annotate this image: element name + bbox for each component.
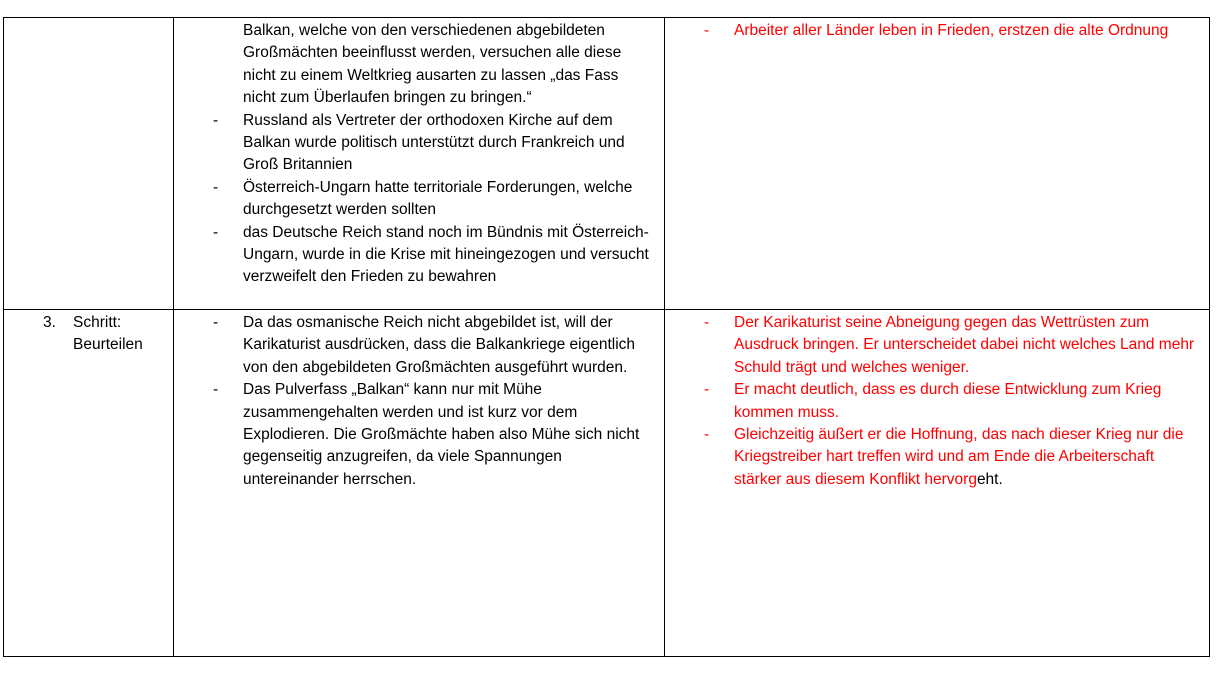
document-table: [3, 17, 1210, 657]
bullet-dash: -: [213, 178, 219, 196]
notes-cell: [665, 310, 1210, 657]
list-item-tail: eht.: [976, 470, 1003, 488]
list-item: [174, 222, 664, 289]
bullet-dash: -: [704, 22, 710, 39]
step-cell: [4, 310, 174, 657]
step-cell: [4, 18, 174, 310]
step-text: Schritt: Beurteilen: [73, 314, 143, 354]
table-row: [4, 310, 1210, 657]
bullet-dash: -: [213, 223, 219, 241]
list-item-text: Russland als Vertreter der orthodoxen Kirche auf dem Balkan wurde politisch unterstützt durch Frankreich und Groß Britannien: [243, 111, 625, 174]
list-item-text: Das Pulverfass „Balkan“ kann nur mit Mühe zusammengehalten werden und ist kurz vor dem Explodieren. Die Großmächte haben also Mühe sich nicht gegenseitig anzugreifen, da viele Spannungen untereinander herrschen.: [243, 381, 640, 488]
list-item-text: Er macht deutlich, dass es durch diese Entwicklung zum Krieg kommen muss.: [734, 381, 1162, 421]
bullet-dash: -: [704, 381, 710, 399]
analysis-list: [174, 20, 664, 289]
list-item: [174, 20, 664, 110]
notes-list: [665, 20, 1209, 42]
notes-list: [665, 312, 1209, 491]
list-item: [665, 312, 1209, 379]
list-item-text: Der Karikaturist seine Abneigung gegen das Wettrüsten zum Ausdruck bringen. Er unterscheidet dabei nicht welches Land mehr Schuld trägt und welches weniger.: [734, 314, 1195, 376]
list-item: [174, 177, 664, 222]
bullet-dash: -: [704, 314, 710, 331]
bullet-dash: -: [704, 426, 710, 444]
analysis-cell: [174, 310, 665, 657]
list-item-text: Gleichzeitig äußert er die Hoffnung, das nach dieser Krieg nur die Kriegstreiber hart treffen wird und am Ende die Arbeiterschaft stärker aus diesem Konflikt hervorg: [734, 426, 1184, 488]
analysis-cell: [174, 18, 665, 310]
list-item: [665, 424, 1209, 491]
analysis-list: [174, 312, 664, 491]
list-item-text: Österreich-Ungarn hatte territoriale Forderungen, welche durchgesetzt werden sollten: [243, 178, 633, 219]
list-item-text: Da das osmanische Reich nicht abgebildet ist, will der Karikaturist ausdrücken, dass die Balkankriege eigentlich von den abgebildeten Großmächten ausgeführt wurden.: [243, 314, 636, 376]
list-item: [174, 110, 664, 177]
step-label: [4, 312, 173, 357]
table-row: [4, 18, 1210, 310]
list-item: [174, 312, 664, 379]
list-item: [174, 379, 664, 491]
list-item: [665, 20, 1209, 42]
bullet-dash: -: [213, 314, 219, 331]
bullet-dash: -: [213, 381, 219, 399]
notes-cell: [665, 18, 1210, 310]
list-item: [665, 379, 1209, 424]
list-item-text: Arbeiter aller Länder leben in Frieden, erstzen die alte Ordnung: [734, 22, 1169, 39]
step-number: 3.: [43, 314, 56, 331]
list-item-text: das Deutsche Reich stand noch im Bündnis mit Österreich-Ungarn, wurde in die Krise mit hineingezogen und versucht verzweifelt den Frieden zu bewahren: [243, 223, 649, 286]
bullet-dash: -: [213, 111, 219, 129]
list-item-text: Balkan, welche von den verschiedenen abgebildeten Großmächten beeinflusst werden, versuchen alle diese nicht zu einem Weltkrieg ausarten zu lassen „das Fass nicht zum Überlaufen bringen zu bringen.“: [243, 22, 622, 107]
